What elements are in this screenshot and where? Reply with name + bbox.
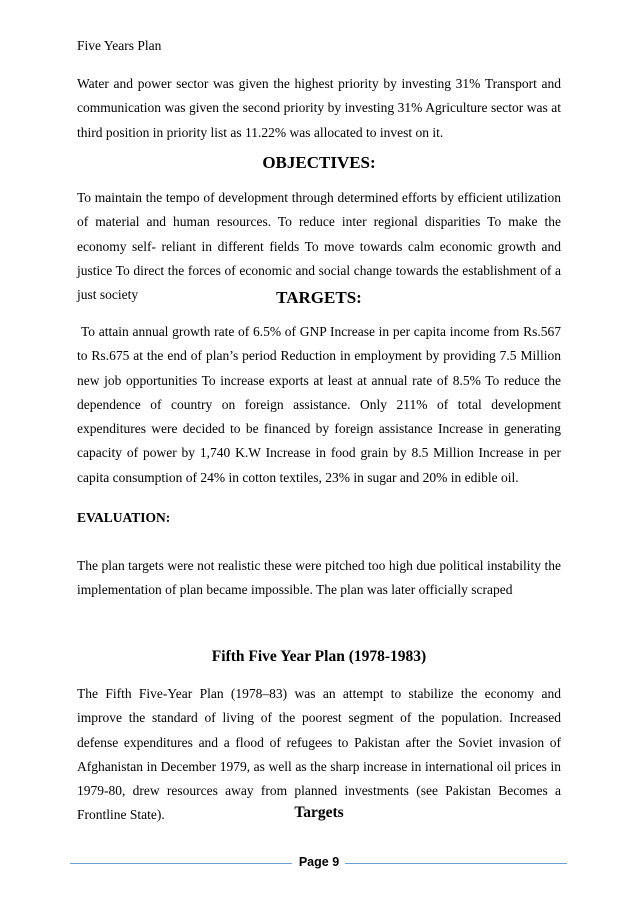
- fifth-targets-heading: Targets: [294, 804, 344, 821]
- intro-paragraph: Water and power sector was given the highest priority by investing 31% Transport and communication was given the second priority by investing 31% Agriculture sector was at third position in priority list as 11.22% was allocated to invest on it.: [77, 76, 561, 140]
- targets-paragraph: To attain annual growth rate of 6.5% of GNP Increase in per capita income from Rs.567 to Rs.675 at the end of plan’s period Reduction in employment by providing 7.5 Million new job opportunities To increase exports at least at annual rate of 8.5% To reduce the dependence of country on foreign assistance. Only 211% of total development expenditures were decided to be financed by foreign assistance Increase in generating capacity of power by 1,740 K.W Increase in food grain by 8.5 Million Increase in per capita consumption of 24% in cotton textiles, 23% in sugar and 20% in edible oil.: [77, 324, 561, 485]
- fifth-plan-paragraph: The Fifth Five-Year Plan (1978–83) was an attempt to stabilize the economy and improve the standard of living of the poorest segment of the population. Increased defense expenditures and a flood of refugees to Pakistan after the Soviet invasion of Afghanistan in December 1979, as well as the sharp increase in international oil prices in 1979-80, drew resources away from planned investments (see Pakistan Becomes a Frontline State).: [77, 686, 561, 823]
- running-header: Five Years Plan: [77, 38, 162, 53]
- objectives-heading: OBJECTIVES:: [262, 153, 376, 172]
- evaluation-heading: EVALUATION:: [77, 510, 171, 525]
- fifth-plan-heading: Fifth Five Year Plan (1978-1983): [211, 648, 427, 665]
- evaluation-paragraph: The plan targets were not realistic these were pitched too high due political instability the implementation of plan became impossible. The plan was later officially scraped: [77, 558, 561, 598]
- targets-heading: TARGETS:: [276, 288, 362, 307]
- page-number: Page 9: [298, 855, 340, 869]
- footer-rule-right: [345, 863, 567, 864]
- objectives-paragraph: To maintain the tempo of development through determined efforts by efficient utilization of material and human resources. To reduce inter regional disparities To make the economy self- reliant in different fields To move towards calm economic growth and justice To direct the forces of economic and social change towards the establishment of a just society: [77, 190, 561, 303]
